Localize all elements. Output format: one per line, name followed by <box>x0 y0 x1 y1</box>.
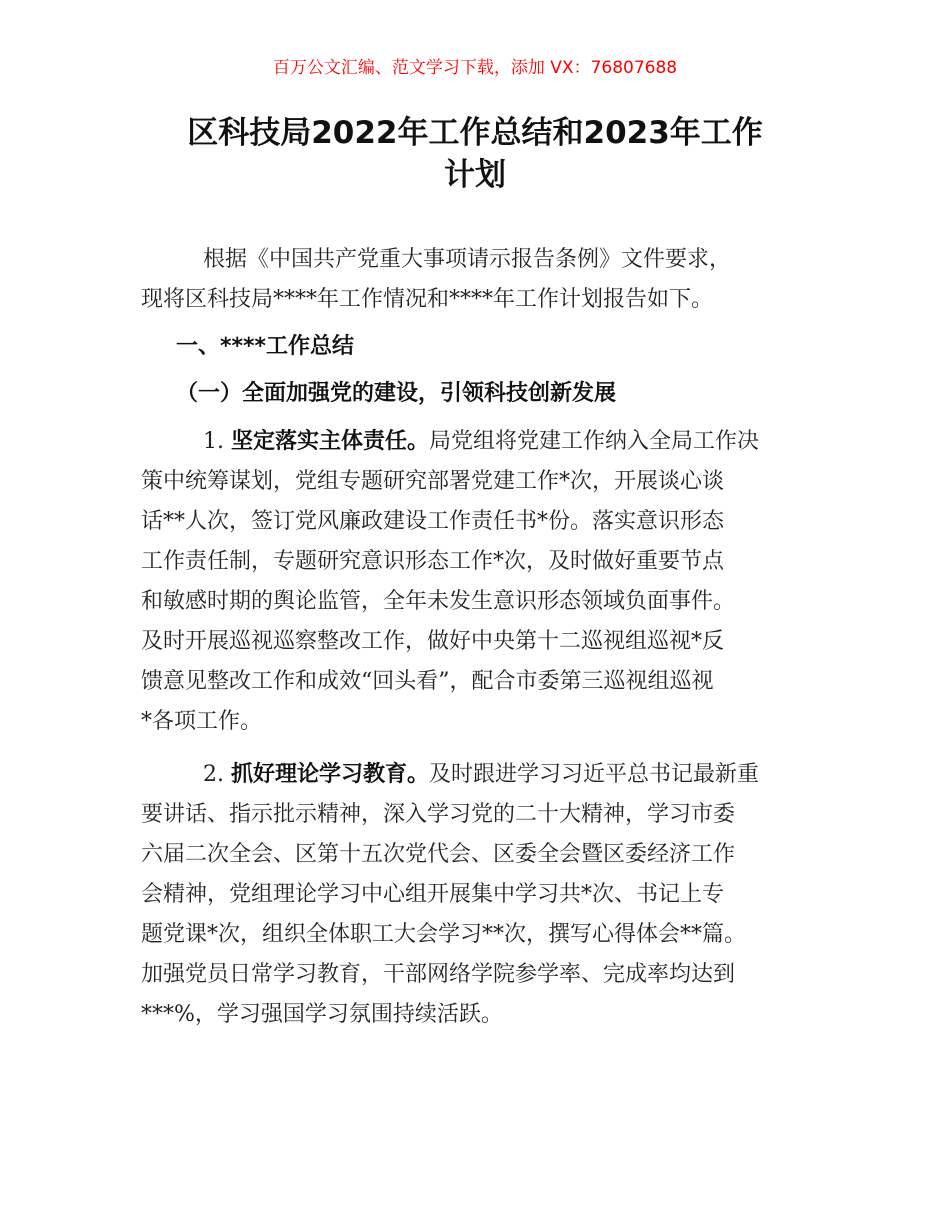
item-2-number: 2. <box>203 762 224 787</box>
item-2-lead: 抓好理论学习教育。 <box>231 762 430 787</box>
item-2-line: 要讲话、指示批示精神，深入学习党的二十大精神，学习市委 <box>141 802 736 827</box>
item-2-line: 六届二次全会、区第十五次党代会、区委全会暨区委经济工作 <box>141 842 736 867</box>
item-2-line: 及时跟进学习习近平总书记最新重 <box>429 762 760 787</box>
item-1-line: 和敏感时期的舆论监管，全年未发生意识形态领域负面事件。 <box>141 589 736 614</box>
item-1-number: 1. <box>203 429 224 454</box>
document-title <box>140 112 810 196</box>
item-1-paragraph <box>141 422 821 742</box>
item-2-line: 会精神，党组理论学习中心组开展集中学习共*次、书记上专 <box>141 882 725 907</box>
item-1-line: *各项工作。 <box>141 709 263 734</box>
item-2-line: 加强党员日常学习教育，干部网络学院参学率、完成率均达到 <box>141 962 736 987</box>
item-1-line: 局党组将党建工作纳入全局工作决 <box>429 429 760 454</box>
item-2-paragraph <box>141 755 821 1035</box>
item-1-line: 策中统筹谋划，党组专题研究部署党建工作*次，开展谈心谈 <box>141 469 725 494</box>
item-2-line: 题党课*次，组织全体职工大会学习**次，撰写心得体会**篇。 <box>141 922 747 947</box>
item-1-line: 工作责任制，专题研究意识形态工作*次，及时做好重要节点 <box>141 549 725 574</box>
item-1-line: 话**人次，签订党风廉政建设工作责任书*份。落实意识形态 <box>141 509 725 534</box>
title-line-1: 区科技局2022年工作总结和2023年工作 <box>187 115 763 151</box>
item-1-lead: 坚定落实主体责任。 <box>231 429 430 454</box>
promo-banner: 百万公文汇编、范文学习下载，添加 VX：76807688 <box>272 58 678 78</box>
item-2-line: ***%，学习强国学习氛围持续活跃。 <box>141 1002 503 1027</box>
subsection-heading: （一）全面加强党的建设，引领科技创新发展 <box>176 381 617 406</box>
item-2-first-line <box>141 755 821 795</box>
intro-paragraph <box>141 240 821 320</box>
item-1-first-line <box>141 422 821 462</box>
item-1-line: 及时开展巡视巡察整改工作，做好中央第十二巡视组巡视*反 <box>141 629 725 654</box>
section-heading: 一、****工作总结 <box>176 334 355 359</box>
intro-line-2: 现将区科技局****年工作情况和****年工作计划报告如下。 <box>141 287 714 312</box>
title-line-2: 计划 <box>444 157 506 193</box>
item-1-line: 馈意见整改工作和成效“回头看”，配合市委第三巡视组巡视 <box>141 669 714 694</box>
intro-line-1: 根据《中国共产党重大事项请示报告条例》文件要求， <box>203 247 732 272</box>
